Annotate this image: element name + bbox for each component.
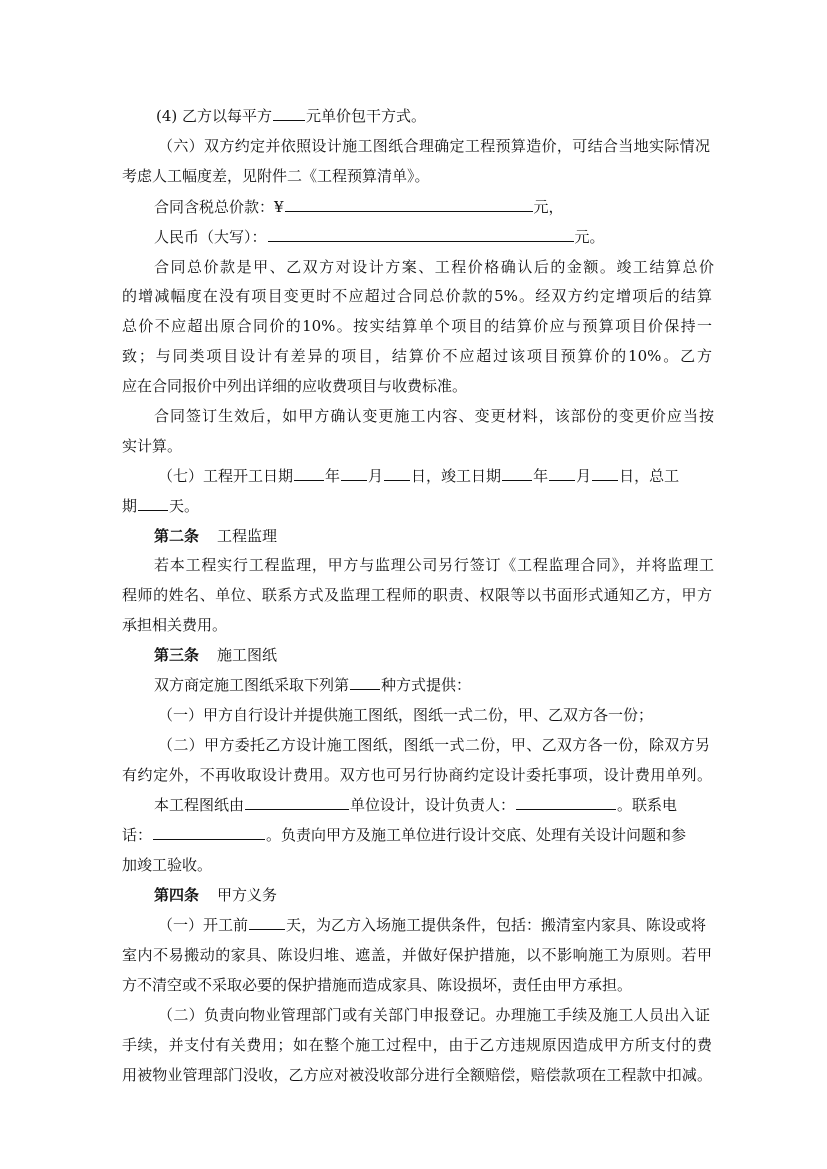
article-4-item1-line3: 方不清空或不采取必要的保护措施而造成家具、陈设损坏，责任由甲方承担。	[122, 976, 633, 994]
article-2-line1: 若本工程实行工程监理，甲方与监理公司另行签订《工程监理合同》，并将监理工	[154, 556, 714, 574]
article-3-method-line: 双方商定施工图纸采取下列第 种方式提供：	[154, 676, 472, 694]
article-2-line3: 承担相关费用。	[122, 616, 228, 634]
article-3-option2-line1: （二）甲方委托乙方设计施工图纸，图纸一式二份，甲、乙双方各一份，除双方另	[158, 736, 710, 754]
article-4-item1-line2: 室内不易搬动的家具、陈设归堆、遮盖，并做好保护措施，以不影响施工为原则。若甲	[122, 946, 712, 964]
price-paragraph-line2: 的增减幅度在没有项目变更时不应超过合同总价款的5%。经双方约定增项后的结算	[122, 287, 712, 305]
article-3-heading: 第三条 施工图纸	[154, 646, 278, 664]
blank-rmb-uppercase	[268, 228, 574, 242]
design-contact-line: 话： 。负责向甲方及施工单位进行设计交底、处理有关设计问题和参	[122, 826, 687, 844]
article-4-item2-line1: （二）负责向物业管理部门或有关部门申报登记。办理施工手续及施工人员出入证	[158, 1006, 710, 1024]
blank-end-year	[502, 467, 532, 481]
paragraph-six-line1: （六）双方约定并依照设计施工图纸合理确定工程预算造价，可结合当地实际情况	[158, 137, 710, 155]
blank-end-month	[549, 467, 575, 481]
blank-unit-price	[273, 107, 305, 121]
blank-start-year	[294, 467, 324, 481]
clause-item-4: (4) 乙方以每平方 元单价包干方式。	[156, 107, 427, 125]
price-paragraph-line3: 总价不应超出原合同价的10%。按实结算单个项目的结算价应与预算项目价保持一	[122, 317, 712, 335]
article-4-item2-line2: 手续，并支付有关费用；如在整个施工过程中，由于乙方违规原因造成甲方所支付的费	[122, 1036, 712, 1054]
change-paragraph-line1: 合同签订生效后，如甲方确认变更施工内容、变更材料，该部份的变更价应当按	[154, 407, 714, 425]
article-3-option2-line2: 有约定外，不再收取设计费用。双方也可另行协商约定设计委托事项，设计费用单列。	[122, 766, 712, 784]
article-4-item2-line3: 用被物业管理部门没收，乙方应对被没收部分进行全额赔偿，赔偿款项在工程款中扣减。	[122, 1066, 712, 1084]
article-4-heading: 第四条 甲方义务	[154, 886, 278, 904]
blank-total-price	[285, 198, 533, 212]
schedule-line1: （七）工程开工日期 年 月 日，竣工日期 年 月 日，总工	[158, 467, 680, 485]
schedule-line2: 期 天。	[122, 497, 200, 515]
article-2-line2: 程师的姓名、单位、联系方式及监理工程师的职责、权限等以书面形式通知乙方，甲方	[122, 586, 712, 604]
blank-contact-phone	[153, 826, 265, 840]
change-paragraph-line2: 实计算。	[122, 437, 183, 455]
article-4-item1-line1: （一）开工前 天，为乙方入场施工提供条件，包括：搬清室内家具、陈设或将	[158, 916, 707, 934]
price-paragraph-line4: 致；与同类项目设计有差异的项目，结算价不应超过该项目预算价的10%。乙方	[122, 347, 712, 365]
total-price-tax-line: 合同含税总价款：¥ 元，	[154, 198, 564, 216]
price-paragraph-line1: 合同总价款是甲、乙双方对设计方案、工程价格确认后的金额。竣工结算总价	[154, 258, 714, 276]
blank-total-days	[138, 497, 168, 511]
blank-method-number	[350, 676, 380, 690]
blank-start-day	[384, 467, 410, 481]
blank-design-unit	[245, 796, 349, 810]
blank-end-day	[592, 467, 618, 481]
blank-days-before-start	[249, 916, 285, 930]
design-unit-line: 本工程图纸由 单位设计，设计负责人： 。联系电	[154, 796, 678, 814]
blank-start-month	[341, 467, 367, 481]
blank-design-lead	[516, 796, 616, 810]
article-2-heading: 第二条 工程监理	[154, 527, 278, 545]
paragraph-six-line2: 考虑人工幅度差，见附件二《工程预算清单》。	[122, 167, 430, 185]
price-paragraph-line5: 应在合同报价中列出详细的应收费项目与收费标准。	[122, 377, 468, 395]
design-contact-line2: 加竣工验收。	[122, 856, 213, 874]
rmb-uppercase-line: 人民币（大写）： 元。	[154, 228, 605, 246]
article-3-option1: （一）甲方自行设计并提供施工图纸，图纸一式二份，甲、乙双方各一份；	[158, 706, 654, 724]
